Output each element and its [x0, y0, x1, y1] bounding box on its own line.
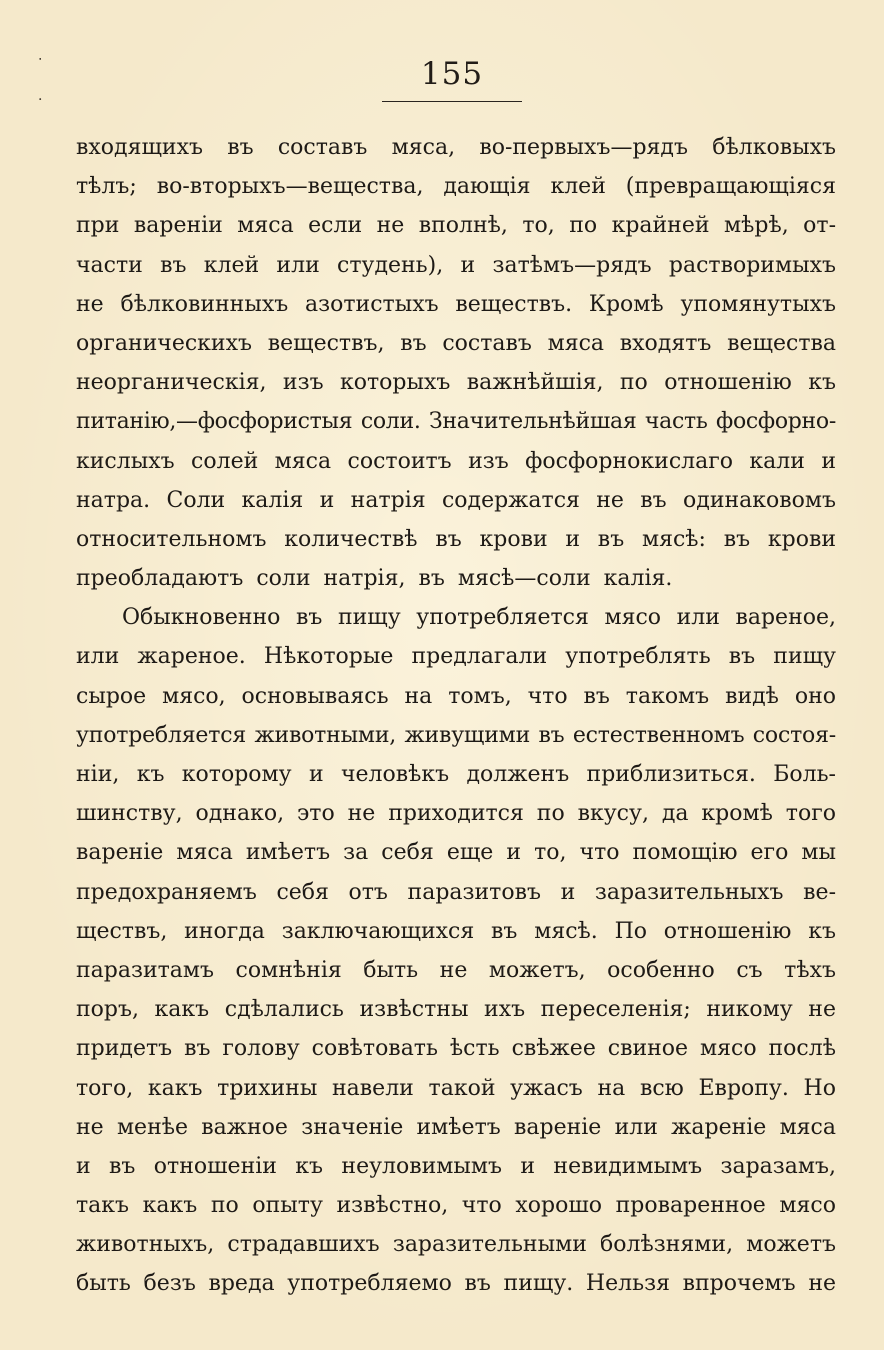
- text-line: неорганическія, изъ которыхъ важнѣйшія, по отношенію къ: [76, 370, 836, 396]
- text-line: кислыхъ солей мяса состоитъ изъ фосфорнокислаго кали и: [76, 448, 836, 474]
- text-line: преобладаютъ соли натрія, въ мясѣ—соли калія.: [76, 566, 673, 592]
- text-line: употребляется животными, живущими въ естественномъ состоя-: [76, 722, 836, 748]
- text-line: или жареное. Нѣкоторые предлагали употреблять въ пищу: [76, 644, 836, 670]
- text-line: входящихъ въ составъ мяса, во-первыхъ—рядъ бѣлковыхъ: [76, 135, 836, 160]
- text-line: питанію,—фосфористыя соли. Значительнѣйшая часть фосфорно-: [76, 409, 836, 435]
- ink-speck-mark: ‧: [38, 52, 43, 68]
- text-line: вареніе мяса имѣетъ за себя еще и то, что помощію его мы: [76, 840, 836, 866]
- body-text: [76, 128, 836, 1304]
- text-line: при вареніи мяса если не вполнѣ, то, по крайней мѣрѣ, от-: [76, 213, 836, 239]
- text-line: ществъ, иногда заключающихся въ мясѣ. По отношенію къ: [76, 918, 836, 944]
- text-line: сырое мясо, основываясь на томъ, что въ такомъ видѣ оно: [76, 683, 836, 709]
- text-line: ніи, къ которому и человѣкъ долженъ приблизиться. Боль-: [76, 762, 836, 787]
- text-line: Обыкновенно въ пищу употребляется мясо или вареное,: [122, 605, 836, 631]
- text-line: поръ, какъ сдѣлались извѣстны ихъ переселенія; никому не: [76, 997, 836, 1023]
- text-line: органическихъ веществъ, въ составъ мяса входятъ вещества: [76, 330, 836, 356]
- text-line: того, какъ трихины навели такой ужасъ на всю Европу. Но: [76, 1075, 836, 1101]
- ink-speck-mark: ·: [38, 92, 43, 108]
- text-line: натра. Соли калія и натрія содержатся не въ одинаковомъ: [76, 487, 836, 513]
- text-line: не менѣе важное значеніе имѣетъ вареніе или жареніе мяса: [76, 1114, 836, 1140]
- text-line: тѣлъ; во-вторыхъ—вещества, дающія клей (превращающіяся: [76, 174, 836, 200]
- text-line: быть безъ вреда употребляемо въ пищу. Нельзя впрочемъ не: [76, 1271, 836, 1297]
- text-line: и въ отношеніи къ неуловимымъ и невидимымъ заразамъ,: [76, 1153, 836, 1179]
- text-line: паразитамъ сомнѣнія быть не можетъ, особенно съ тѣхъ: [76, 957, 836, 983]
- page-number: 155: [420, 56, 484, 92]
- text-line: шинству, однако, это не приходится по вкусу, да кромѣ того: [76, 801, 836, 827]
- text-line: такъ какъ по опыту извѣстно, что хорошо проваренное мясо: [76, 1193, 836, 1219]
- text-line: не бѣлковинныхъ азотистыхъ веществъ. Кромѣ упомянутыхъ: [76, 291, 836, 317]
- text-line: животныхъ, страдавшихъ заразительными болѣзнями, можетъ: [76, 1232, 836, 1258]
- text-line: относительномъ количествѣ въ крови и въ мясѣ: въ крови: [76, 526, 836, 552]
- text-line: предохраняемъ себя отъ паразитовъ и заразительныхъ ве-: [76, 879, 836, 905]
- text-line: придетъ въ голову совѣтовать ѣсть свѣжее свиное мясо послѣ: [76, 1036, 836, 1062]
- text-line: части въ клей или студень), и затѣмъ—рядъ растворимыхъ: [76, 252, 836, 278]
- page-number-rule: [382, 101, 522, 102]
